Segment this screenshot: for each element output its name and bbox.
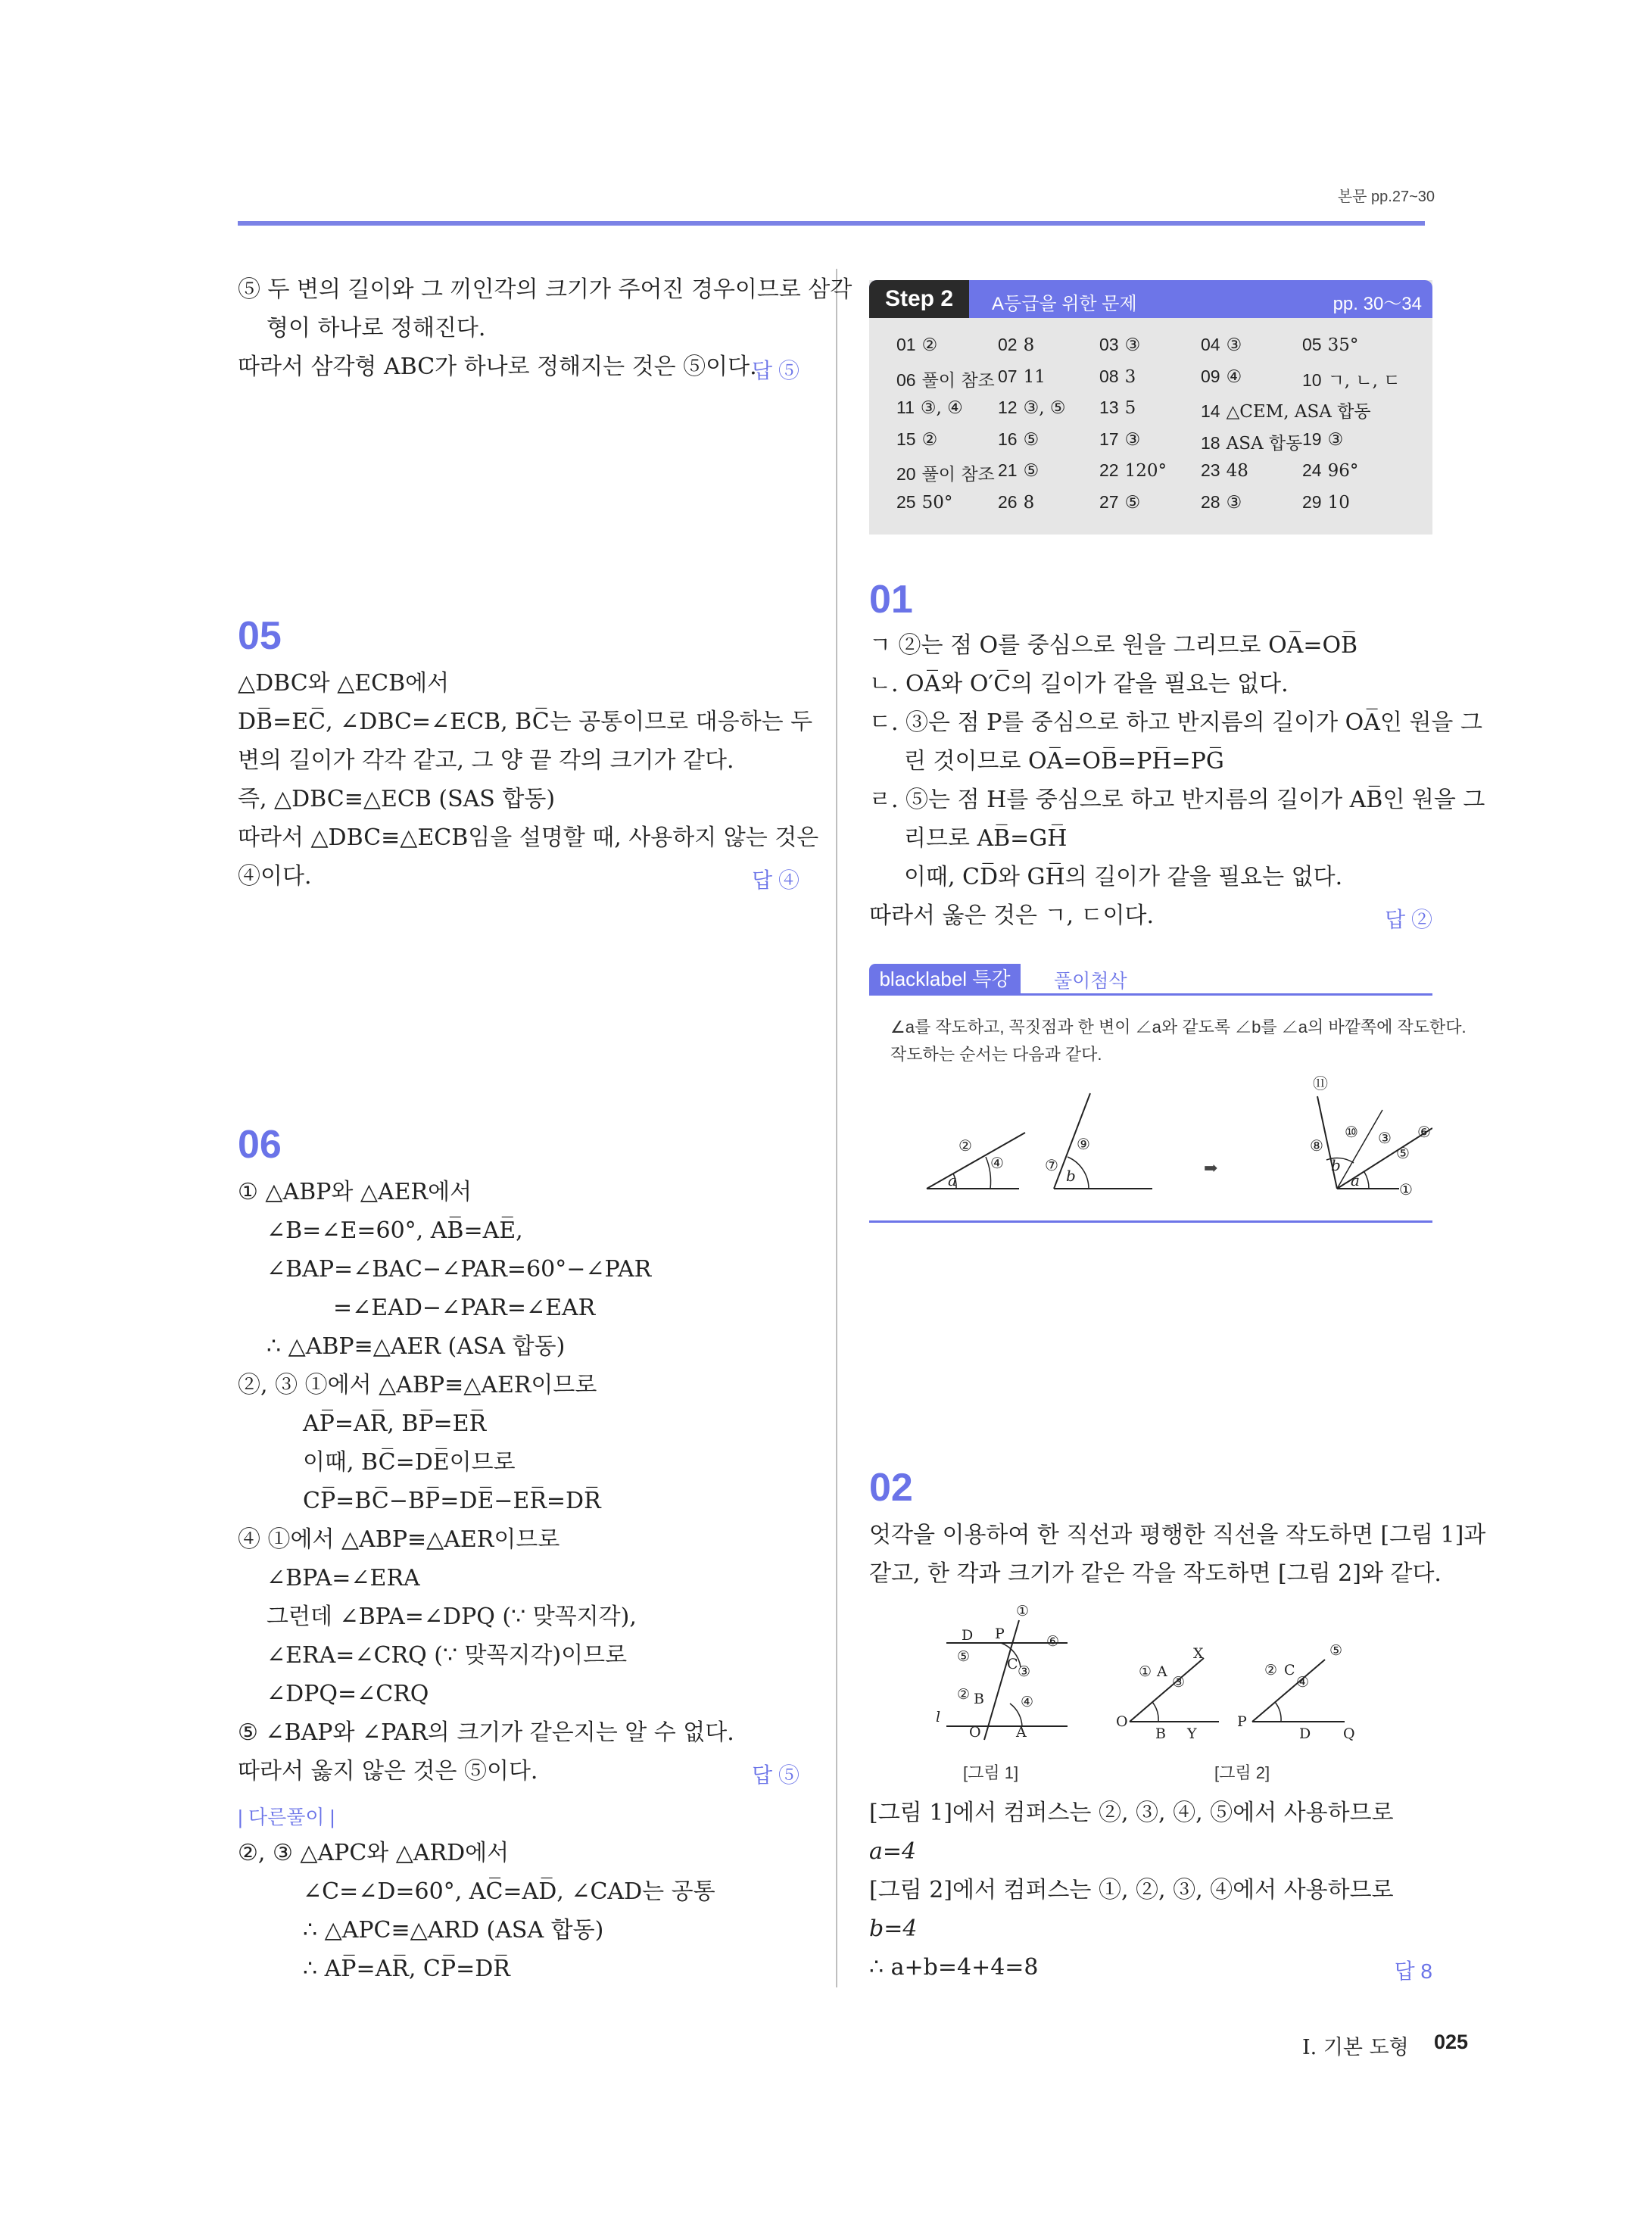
diagram-label: A — [1157, 1663, 1167, 1680]
answer-label: 답 ② — [1385, 908, 1432, 931]
answer-key-value: ⑤ — [1124, 492, 1141, 513]
answer-key-item — [896, 460, 995, 485]
answer-key-value: 8 — [1023, 492, 1035, 513]
answer-key-item — [1099, 335, 1140, 355]
text-line: 따라서 △DBC≡△ECB임을 설명할 때, 사용하지 않는 것은 — [238, 824, 819, 851]
answer-key-number: 14 — [1201, 401, 1220, 421]
answer-key-item — [896, 492, 952, 513]
answer-key-item — [1099, 460, 1167, 481]
answer-key-number: 04 — [1201, 335, 1220, 354]
diagram-label: Y — [1187, 1725, 1197, 1741]
answer-key-item — [1302, 366, 1401, 391]
answer-key-value: ③ — [1124, 335, 1141, 355]
figure-1 — [936, 1603, 1068, 1741]
answer-key-item — [998, 492, 1034, 513]
answer-key-item — [1099, 492, 1140, 513]
diagram-label: ⑪ — [1313, 1074, 1328, 1093]
answer-key-value: ③ — [1327, 429, 1344, 450]
answer-key-item — [1201, 397, 1371, 422]
text-line: 같고, 한 각과 크기가 같은 각을 작도하면 [그림 2]와 같다. — [869, 1560, 1442, 1587]
text-line: =∠EAD−∠PAR=∠EAR — [333, 1295, 596, 1321]
answer-key-value: △CEM, ASA 합동 — [1226, 402, 1371, 422]
diagram-label: ④ — [990, 1154, 1004, 1172]
answer-key-number: 17 — [1099, 429, 1119, 449]
question-number: 06 — [238, 1123, 282, 1167]
figure-caption: [그림 1] — [963, 1763, 1019, 1782]
text-line: ∠DPQ=∠CRQ — [267, 1681, 429, 1707]
step-pages: pp. 30～34 — [1333, 294, 1422, 314]
answer-key-number: 24 — [1302, 460, 1322, 480]
diagram-label: X — [1193, 1645, 1204, 1662]
diagram-label: ⑥ — [1417, 1123, 1431, 1141]
text-line: 이때, BC̅=DE̅이므로 — [303, 1449, 516, 1476]
text-line: ②, ③ △APC와 △ARD에서 — [238, 1840, 510, 1866]
answer-key-item — [1201, 460, 1248, 481]
text-line: ⑤ ∠BAP와 ∠PAR의 크기가 같은지는 알 수 없다. — [238, 1719, 734, 1746]
blacklabel-text: ∠a를 작도하고, 꼭짓점과 한 변이 ∠a와 같도록 ∠b를 ∠a의 바깥쪽에 작도한다. — [890, 1018, 1467, 1036]
question-number: 01 — [869, 578, 913, 622]
answer-key-number: 21 — [998, 460, 1018, 480]
column-divider — [836, 269, 837, 1987]
diagram-label: ⑧ — [1310, 1136, 1323, 1155]
diagram-label: C — [1284, 1662, 1295, 1679]
diagram-label: O — [969, 1724, 981, 1741]
answer-key-value: ④ — [1226, 366, 1242, 387]
text-line: 따라서 옳지 않은 것은 ⑤이다. — [238, 1758, 538, 1785]
question-number: 05 — [238, 614, 282, 658]
diagram-label: C — [1007, 1656, 1018, 1672]
text-line: a=4 — [869, 1838, 917, 1865]
answer-key-number: 20 — [896, 464, 916, 484]
diagram-label: Q — [1343, 1725, 1355, 1741]
answer-key-value: 50° — [921, 492, 953, 513]
diagram-label: B — [1155, 1725, 1166, 1741]
diagram-label: a — [1351, 1171, 1360, 1189]
text-line: 즉, △DBC≡△ECB (SAS 합동) — [238, 786, 556, 812]
text-line: ②, ③ ①에서 △ABP≡△AER이므로 — [238, 1372, 597, 1398]
text-line: ∴ AP̅=AR̅, CP̅=DR̅ — [303, 1956, 510, 1982]
answer-key-number: 06 — [896, 369, 916, 390]
diagram-label: ① — [1399, 1180, 1413, 1199]
answer-key-number: 28 — [1201, 491, 1220, 512]
answer-key-number: 08 — [1099, 366, 1119, 386]
text-line: ㄴ. OA̅와 O′C̅의 길이가 같을 필요는 없다. — [869, 671, 1289, 697]
answer-key-number: 01 — [896, 335, 916, 354]
answer-key-item — [1099, 366, 1136, 387]
text-line: AP̅=AR̅, BP̅=ER̅ — [303, 1411, 487, 1437]
answer-key-value: ③, ⑤ — [1023, 398, 1066, 418]
diagram-label: ③ — [1172, 1674, 1186, 1691]
diagram-label: D — [962, 1627, 974, 1644]
text-line: ① △ABP와 △AER에서 — [238, 1179, 472, 1205]
text-line: b=4 — [869, 1915, 918, 1942]
text-line: 변의 길이가 각각 같고, 그 양 끝 각의 크기가 같다. — [238, 747, 734, 774]
alt-solution-label: | 다른풀이 | — [238, 1806, 335, 1828]
step-subtitle: A등급을 위한 문제 — [992, 294, 1137, 314]
text-line: DB̅=EC̅, ∠DBC=∠ECB, BC̅는 공통이므로 대응하는 두 — [238, 709, 813, 735]
text-line: ㄹ. ⑤는 점 H를 중심으로 하고 반지름의 길이가 AB̅인 원을 그 — [869, 787, 1485, 813]
answer-key-value: 35° — [1327, 335, 1359, 355]
text-line: [그림 1]에서 컴퍼스는 ②, ③, ④, ⑤에서 사용하므로 — [869, 1800, 1394, 1826]
answer-key-value: ② — [921, 429, 938, 450]
text-line: 리므로 AB̅=GH̅ — [904, 825, 1068, 852]
text-line: 엇각을 이용하여 한 직선과 평행한 직선을 작도하면 [그림 1]과 — [869, 1522, 1486, 1548]
text-line: ∴ △ABP≡△AER (ASA 합동) — [267, 1333, 566, 1360]
answer-key-item — [1302, 460, 1358, 481]
answer-key-item — [1099, 397, 1136, 418]
text-line: ∠B=∠E=60°, AB̅=AE̅, — [267, 1217, 523, 1244]
answer-key-number: 05 — [1302, 335, 1322, 354]
diagram-label: b — [1066, 1167, 1076, 1185]
blacklabel-tag: blacklabel 특강 — [869, 964, 1021, 994]
diagram-label: A — [1016, 1724, 1027, 1741]
answer-key-value: 5 — [1124, 398, 1136, 418]
diagram-label: O — [1116, 1713, 1128, 1730]
text-line: △DBC와 △ECB에서 — [238, 670, 450, 697]
answer-key-value: ASA 합동 — [1226, 433, 1303, 454]
answer-key-number: 26 — [998, 491, 1018, 512]
text-line: 린 것이므로 OA̅=OB̅=PH̅=PG̅ — [904, 748, 1224, 775]
answer-key-value: ③ — [1226, 335, 1242, 355]
answer-key-value: ② — [921, 335, 938, 355]
blacklabel-rule — [869, 993, 1432, 996]
answer-key-item — [998, 460, 1039, 481]
blacklabel-text: 작도하는 순서는 다음과 같다. — [890, 1045, 1102, 1064]
combined-angle-figure — [1310, 1074, 1432, 1199]
page-range: 본문 pp.27~30 — [1337, 189, 1435, 205]
text-line: 따라서 옳은 것은 ㄱ, ㄷ이다. — [869, 902, 1154, 929]
diagram-label: ④ — [1296, 1674, 1310, 1691]
text-line: ⑤ 두 변의 길이와 그 끼인각의 크기가 주어진 경우이므로 삼각 — [238, 276, 852, 303]
text-line: ㄱ ②는 점 O를 중심으로 원을 그리므로 OA̅=OB̅ — [869, 632, 1358, 659]
answer-key-number: 13 — [1099, 397, 1119, 417]
answer-key-item — [1201, 366, 1242, 387]
page-number: 025 — [1434, 2031, 1469, 2053]
text-line: [그림 2]에서 컴퍼스는 ①, ②, ③, ④에서 사용하므로 — [869, 1877, 1394, 1903]
diagram-label: ③ — [1378, 1129, 1392, 1147]
answer-key-number: 15 — [896, 429, 916, 449]
answer-key-item — [1201, 335, 1242, 355]
answer-label: 답 8 — [1394, 1959, 1432, 1983]
diagram-label: ④ — [1021, 1694, 1034, 1710]
blacklabel-subtitle: 풀이첨삭 — [1054, 971, 1127, 992]
answer-key-value: 11 — [1023, 366, 1046, 387]
answer-label: 답 ⑤ — [752, 359, 800, 382]
answer-key-value: ㄱ, ㄴ, ㄷ — [1327, 370, 1401, 391]
answer-key-value: 10 — [1327, 492, 1350, 513]
diagram-label: ⑤ — [1329, 1642, 1343, 1659]
angle-b-figure — [1045, 1093, 1152, 1189]
text-line: ∠ERA=∠CRQ (∵ 맞꼭지각)이므로 — [267, 1642, 628, 1669]
text-line: 그런데 ∠BPA=∠DPQ (∵ 맞꼭지각), — [267, 1604, 637, 1630]
answer-key-value: ⑤ — [1023, 429, 1040, 450]
text-line: ∠BPA=∠ERA — [267, 1565, 420, 1591]
answer-key-number: 16 — [998, 429, 1018, 449]
answer-key-item — [896, 429, 937, 450]
text-line: 이때, CD̅와 GH̅의 길이가 같을 필요는 없다. — [904, 864, 1343, 890]
diagram-label: ② — [957, 1686, 971, 1703]
figure-2b — [1237, 1642, 1355, 1741]
answer-key-number: 12 — [998, 397, 1018, 417]
text-line: ∴ △APC≡△ARD (ASA 합동) — [303, 1917, 604, 1944]
arrow-icon: ➡ — [1204, 1159, 1218, 1178]
answer-key-number: 22 — [1099, 460, 1119, 480]
answer-key-value: 8 — [1023, 335, 1035, 355]
answer-key-number: 07 — [998, 366, 1018, 386]
figure-caption: [그림 2] — [1214, 1763, 1270, 1782]
diagram-label: P — [1237, 1713, 1247, 1730]
text-line: ∠C=∠D=60°, AC̅=AD̅, ∠CAD는 공통 — [303, 1878, 715, 1905]
answer-key-item — [1302, 492, 1350, 513]
angle-construction-diagram — [869, 1068, 1432, 1219]
figure-2 — [1116, 1645, 1219, 1741]
diagram-label: ⑦ — [1045, 1156, 1058, 1174]
answer-key-value: 120° — [1124, 461, 1167, 481]
answer-key-value: 3 — [1124, 366, 1136, 387]
diagram-label: a — [948, 1171, 957, 1189]
diagram-label: ③ — [1018, 1663, 1031, 1680]
answer-key-item — [896, 397, 963, 418]
text-line: ④이다. — [238, 863, 312, 890]
answer-key-item — [998, 366, 1046, 387]
answer-key-number: 02 — [998, 335, 1018, 354]
diagram-label: P — [995, 1626, 1005, 1642]
answer-key-item — [1302, 335, 1358, 355]
answer-key-value: ③, ④ — [920, 398, 963, 418]
answer-key-number: 03 — [1099, 335, 1119, 354]
answer-key-number: 11 — [896, 397, 915, 417]
diagram-label: ② — [1264, 1662, 1278, 1679]
diagram-label: ② — [958, 1136, 972, 1155]
answer-key-item — [998, 429, 1039, 450]
answer-key-value: 풀이 참조 — [921, 465, 995, 485]
diagram-label: ① — [1139, 1663, 1152, 1680]
diagram-label: D — [1299, 1725, 1311, 1741]
answer-key-value: 풀이 참조 — [921, 370, 995, 391]
answer-key-item — [1302, 429, 1343, 450]
footer-section: I. 기본 도형 — [1302, 2036, 1409, 2059]
answer-key-item — [998, 335, 1034, 355]
parallel-line-construction-figure — [931, 1598, 1385, 1741]
diagram-label: ① — [1016, 1603, 1030, 1619]
text-line: 따라서 삼각형 ABC가 하나로 정해지는 것은 ⑤이다. — [238, 354, 757, 380]
answer-label: 답 ⑤ — [752, 1763, 800, 1787]
answer-key-number: 23 — [1201, 460, 1220, 480]
text-line: ④ ①에서 △ABP≡△AER이므로 — [238, 1526, 560, 1553]
text-line: 형이 하나로 정해진다. — [267, 315, 486, 341]
header-rule — [238, 221, 1425, 226]
diagram-label: ⑤ — [1396, 1144, 1410, 1162]
answer-key-value: 48 — [1226, 461, 1248, 481]
answer-key-item — [1099, 429, 1140, 450]
answer-key-number: 10 — [1302, 369, 1322, 390]
answer-key-number: 19 — [1302, 429, 1322, 449]
answer-key-value: ⑤ — [1023, 461, 1040, 481]
text-line: ∴ a+b=4+4=8 — [869, 1954, 1039, 1981]
diagram-label: ⑩ — [1345, 1123, 1358, 1141]
blacklabel-end-rule — [869, 1220, 1432, 1223]
text-line: ㄷ. ③은 점 P를 중심으로 하고 반지름의 길이가 OA̅인 원을 그 — [869, 709, 1482, 736]
diagram-label: ⑤ — [957, 1648, 971, 1665]
diagram-label: b — [1331, 1156, 1341, 1174]
answer-key-number: 27 — [1099, 491, 1119, 512]
text-line: ∠BAP=∠BAC−∠PAR=60°−∠PAR — [267, 1256, 652, 1283]
answer-key-number: 18 — [1201, 432, 1220, 453]
answer-key-item — [1201, 492, 1242, 513]
diagram-label: B — [974, 1691, 984, 1707]
text-line: CP̅=BC̅−BP̅=DE̅−ER̅=DR̅ — [303, 1488, 601, 1514]
diagram-label: l — [936, 1709, 941, 1725]
question-number: 02 — [869, 1466, 913, 1510]
answer-key-item — [896, 335, 937, 355]
step-tab: Step 2 — [869, 280, 969, 318]
answer-key-value: 96° — [1327, 461, 1359, 481]
answer-key-item — [998, 397, 1065, 418]
answer-key-value: ③ — [1226, 492, 1242, 513]
answer-key-number: 29 — [1302, 491, 1322, 512]
answer-key-item — [1201, 429, 1302, 454]
diagram-label: ⑥ — [1046, 1633, 1060, 1650]
answer-key-number: 09 — [1201, 366, 1220, 386]
angle-a-figure — [927, 1133, 1025, 1189]
answer-label: 답 ④ — [752, 868, 800, 892]
answer-key-value: ③ — [1124, 429, 1141, 450]
answer-key-item — [896, 366, 995, 391]
diagram-label: ⑨ — [1077, 1135, 1090, 1153]
answer-key-number: 25 — [896, 491, 916, 512]
